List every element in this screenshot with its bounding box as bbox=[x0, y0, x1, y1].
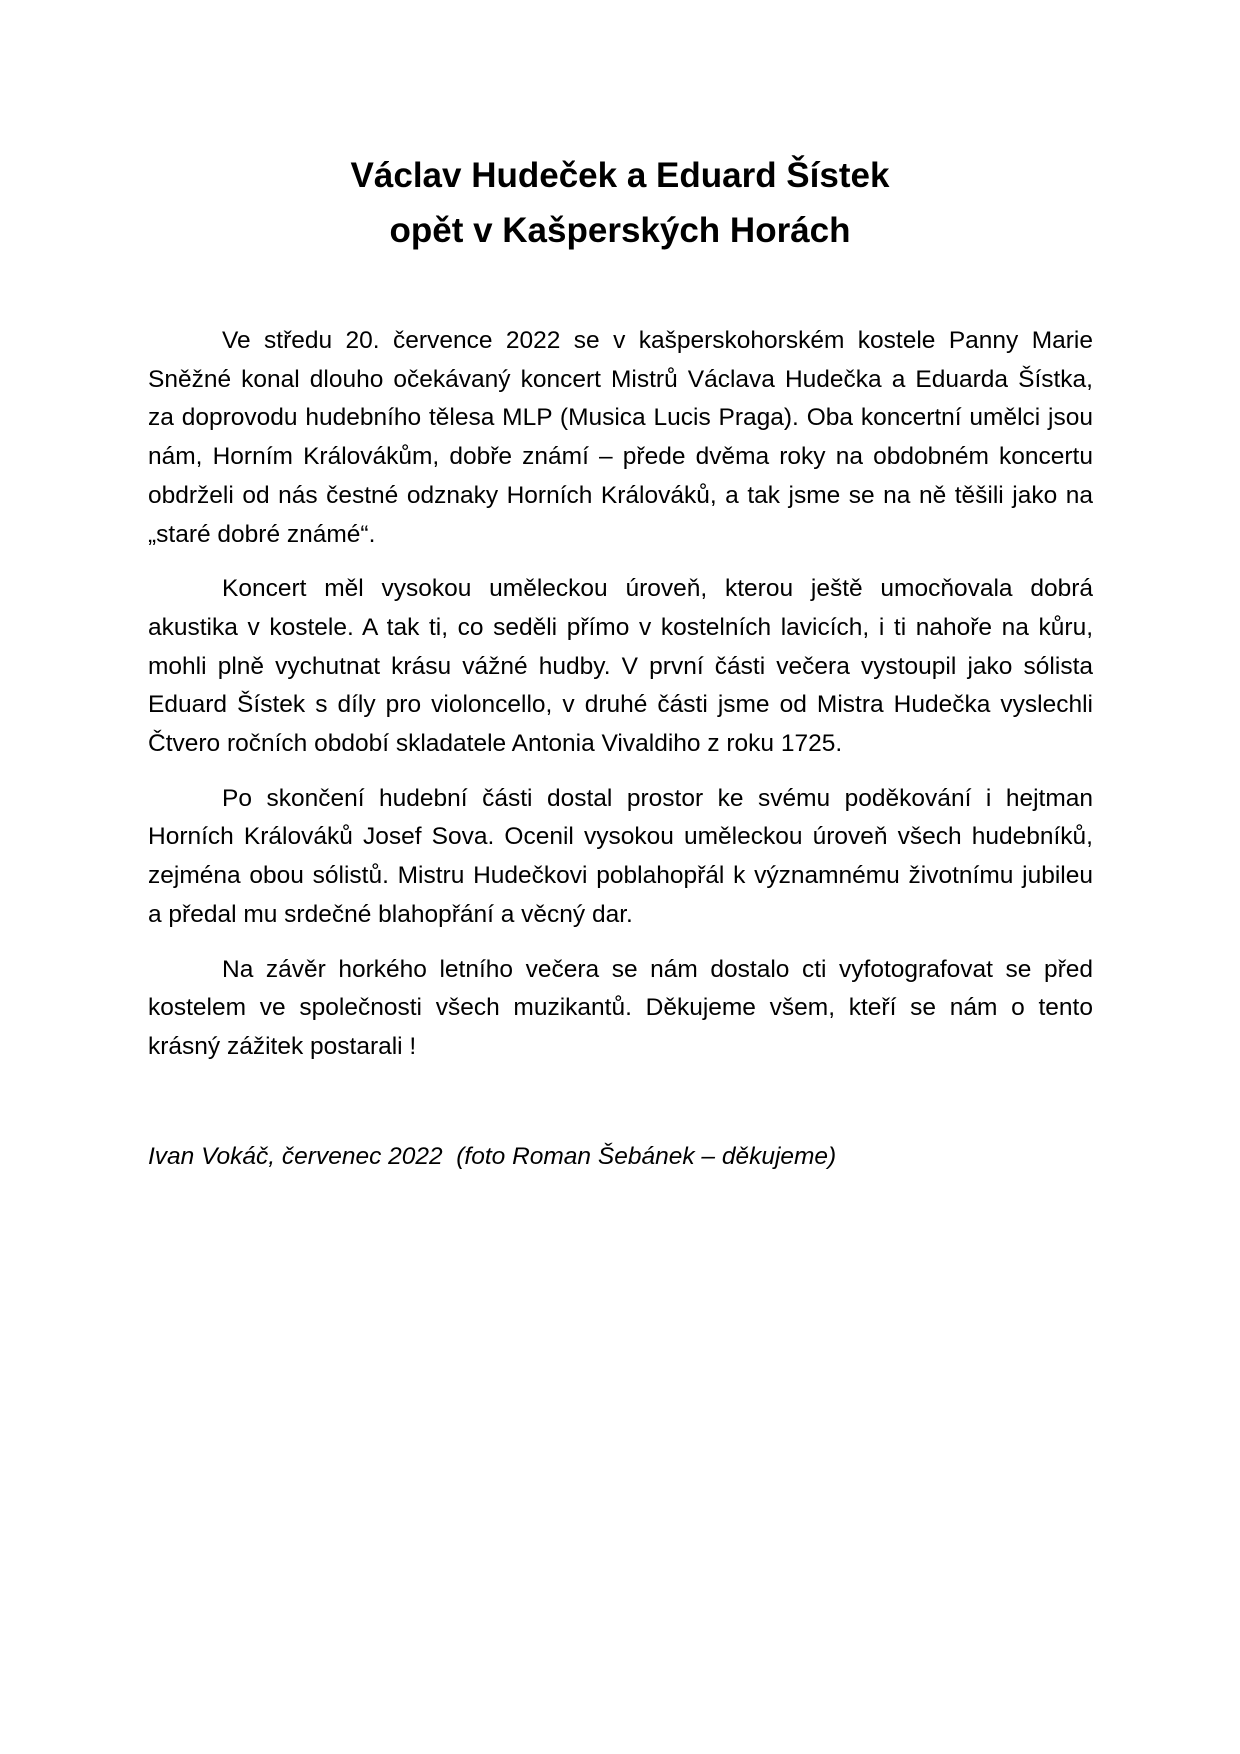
paragraph: Koncert měl vysokou uměleckou úroveň, kterou ještě umocňovala dobrá akustika v kostele. A tak ti, co seděli přímo v kostelních lavicích, i ti nahoře na kůru, mohli plně vychutnat krásu vážné hudby. V první části večera vystoupil jako sólista Eduard Šístek s díly pro violoncello, v druhé části jsme od Mistra Hudečka vyslechli Čtvero ročních období skladatele Antonia Vivaldiho z roku 1725. bbox=[148, 575, 1093, 758]
paragraph: Ve středu 20. července 2022 se v kašperskohorském kostele Panny Marie Sněžné konal dlouho očekávaný koncert Mistrů Václava Hudečka a Eduarda Šístka, za doprovodu hudebního tělesa MLP (Musica Lucis Praga). Oba koncertní umělci jsou nám, Horním Královákům, dobře známí – přede dvěma roky na obdobném koncertu obdrželi od nás čestné odznaky Horních Králováků, a tak jsme se na ně těšili jako na „staré dobré známé“. bbox=[148, 327, 1093, 548]
paragraph: Na závěr horkého letního večera se nám dostalo cti vyfotografovat se před kostelem ve společnosti všech muzikantů. Děkujeme všem, kteří se nám o tento krásný zážitek postarali ! bbox=[148, 955, 1093, 1060]
article-body bbox=[148, 322, 1093, 1083]
title-line-1: Václav Hudeček a Eduard Šístek bbox=[350, 156, 890, 195]
author-signature: Ivan Vokáč, červenec 2022 (foto Roman Šebánek – děkujeme) bbox=[148, 1143, 837, 1170]
article-title bbox=[0, 148, 1240, 258]
title-line-2: opět v Kašperských Horách bbox=[389, 211, 851, 250]
paragraph: Po skončení hudební části dostal prostor ke svému poděkování i hejtman Horních Králováků Josef Sova. Ocenil vysokou uměleckou úroveň všech hudebníků, zejména obou sólistů. Mistru Hudečkovi poblahopřál k významnému životnímu jubileu a předal mu srdečné blahopřání a věcný dar. bbox=[148, 784, 1093, 928]
